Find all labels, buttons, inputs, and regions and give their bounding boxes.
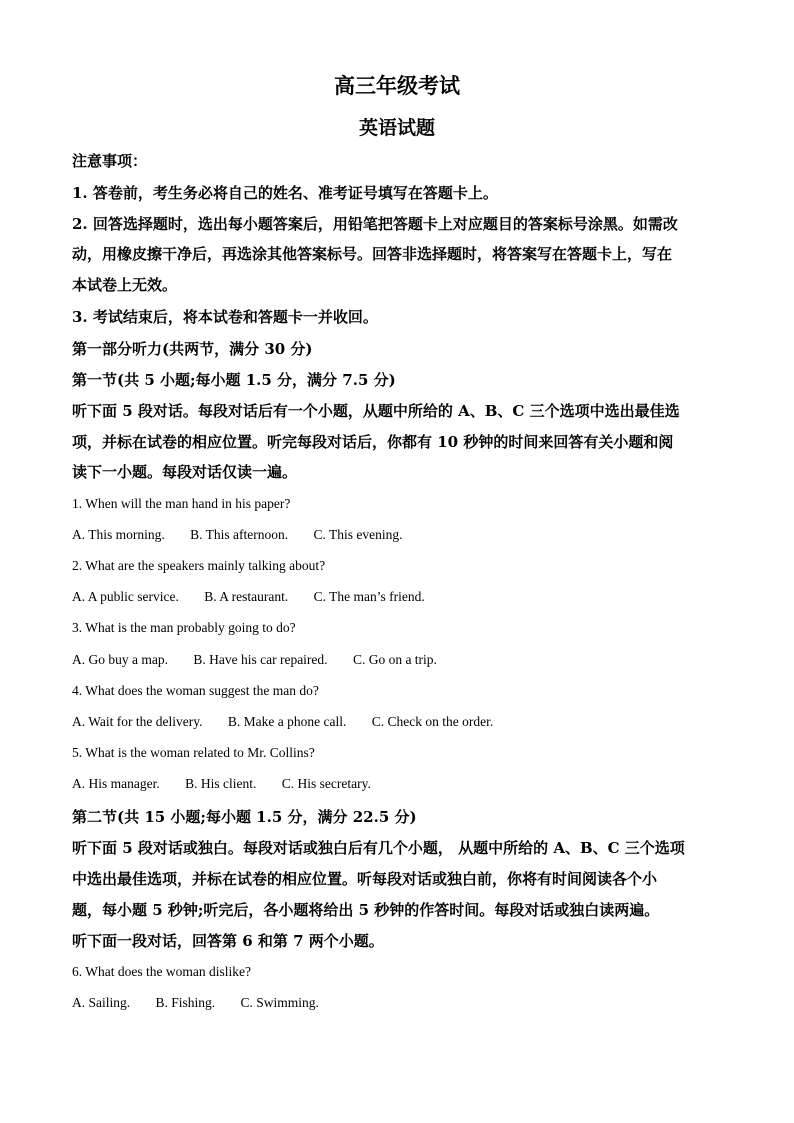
option-c[interactable]: C. The man’s friend. xyxy=(313,589,425,604)
section2-heading: 第二节(共 15 小题;每小题 1.5 分，满分 22.5 分) xyxy=(72,808,417,826)
answer-options xyxy=(72,995,319,1011)
answer-options xyxy=(72,589,425,605)
option-a[interactable]: A. Go buy a map. xyxy=(72,652,168,667)
dialog-note: 听下面一段对话，回答第 6 和第 7 两个小题。 xyxy=(72,932,384,950)
question-text: 4. What does the woman suggest the man do? xyxy=(72,683,319,698)
page-title: 高三年级考试 xyxy=(334,73,460,98)
notice-line: 动，用橡皮擦干净后，再选涂其他答案标号。回答非选择题时，将答案写在答题卡上，写在 xyxy=(72,245,673,263)
section2-instructions: 中选出最佳选项，并标在试卷的相应位置。听每段对话或独白前，你将有时间阅读各个小 xyxy=(72,870,658,888)
section1-heading: 第一节(共 5 小题;每小题 1.5 分，满分 7.5 分) xyxy=(72,371,396,389)
option-a[interactable]: A. This morning. xyxy=(72,527,165,542)
question-text: 3. What is the man probably going to do? xyxy=(72,620,296,635)
notice-heading: 注意事项： xyxy=(72,152,148,170)
option-b[interactable]: B. This afternoon. xyxy=(190,527,289,542)
notice-line: 1. 答卷前，考生务必将自己的姓名、准考证号填写在答题卡上。 xyxy=(72,184,498,202)
section2-instructions: 题，每小题 5 秒钟;听完后，各小题将给出 5 秒钟的作答时间。每段对话或独白读两遍。 xyxy=(72,901,660,919)
question-text: 2. What are the speakers mainly talking about? xyxy=(72,558,326,573)
option-c[interactable]: C. Check on the order. xyxy=(371,714,494,729)
option-c[interactable]: C. This evening. xyxy=(313,527,403,542)
option-a[interactable]: A. Sailing. xyxy=(72,995,131,1010)
answer-options xyxy=(72,776,371,792)
question-text: 6. What does the woman dislike? xyxy=(72,964,251,979)
answer-options xyxy=(72,714,493,730)
section1-instructions: 读下一小题。每段对话仅读一遍。 xyxy=(72,463,298,481)
question-text: 5. What is the woman related to Mr. Collins? xyxy=(72,745,315,760)
page-subtitle: 英语试题 xyxy=(358,117,435,139)
answer-options xyxy=(72,652,437,668)
option-b[interactable]: B. A restaurant. xyxy=(204,589,289,604)
option-c[interactable]: C. Go on a trip. xyxy=(352,652,437,667)
option-b[interactable]: B. Have his car repaired. xyxy=(193,652,328,667)
notice-line: 2. 回答选择题时，选出每小题答案后，用铅笔把答题卡上对应题目的答案标号涂黑。如需改 xyxy=(72,215,678,233)
option-a[interactable]: A. Wait for the delivery. xyxy=(72,714,203,729)
part1-heading: 第一部分听力(共两节，满分 30 分) xyxy=(72,340,313,358)
question-text: 1. When will the man hand in his paper? xyxy=(72,496,291,511)
option-a[interactable]: A. A public service. xyxy=(72,589,179,604)
option-c[interactable]: C. Swimming. xyxy=(240,995,319,1010)
option-a[interactable]: A. His manager. xyxy=(72,776,160,791)
option-b[interactable]: B. Make a phone call. xyxy=(227,714,347,729)
section2-instructions: 听下面 5 段对话或独白。每段对话或独白后有几个小题， 从题中所给的 A、B、C 三个选项 xyxy=(72,839,685,857)
notice-line: 本试卷上无效。 xyxy=(72,276,178,294)
notice-line: 3. 考试结束后，将本试卷和答题卡一并收回。 xyxy=(72,308,378,326)
option-b[interactable]: B. His client. xyxy=(185,776,257,791)
option-b[interactable]: B. Fishing. xyxy=(155,995,216,1010)
section1-instructions: 项，并标在试卷的相应位置。听完每段对话后，你都有 10 秒钟的时间来回答有关小题和阅 xyxy=(72,433,674,451)
answer-options xyxy=(72,527,403,543)
section1-instructions: 听下面 5 段对话。每段对话后有一个小题，从题中所给的 A、B、C 三个选项中选出最佳选 xyxy=(72,402,680,420)
option-c[interactable]: C. His secretary. xyxy=(281,776,371,791)
